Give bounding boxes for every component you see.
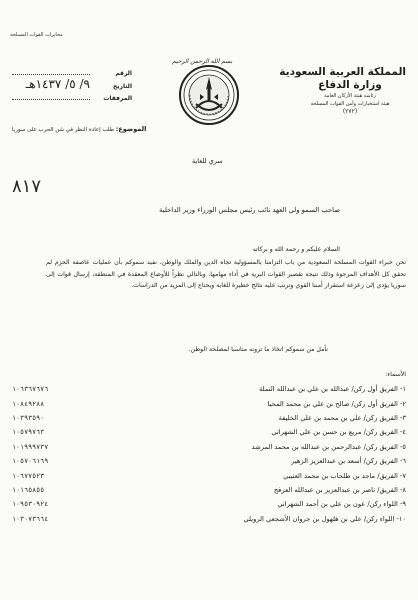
number-value bbox=[12, 67, 90, 75]
date-row bbox=[12, 79, 132, 92]
list-item bbox=[12, 411, 406, 425]
officer-name: ١٠- اللواء ركن/ علي بن هلهول بن جروان الأشجعي الرويلي bbox=[243, 514, 406, 523]
officer-name: ٧- الفريق/ ماجد بن طلحاب بن محمد العتيبي bbox=[283, 471, 406, 480]
officer-name: ٥- الفريق ركن/ عبدالرحمن بن عبدالله بن محمد المرشد bbox=[251, 442, 406, 451]
date-label: التاريخ bbox=[112, 83, 132, 90]
greeting: السلام عليكم و رحمة الله و بركاته bbox=[252, 246, 340, 253]
list-item bbox=[12, 468, 406, 482]
general-staff: رئاسة هيئة الأركان العامة bbox=[324, 93, 376, 99]
list-item bbox=[12, 425, 406, 439]
officer-name: ٢- الفريق أول ركن/ صالح بن علي بن محمد المحيا bbox=[267, 399, 406, 408]
officer-name: ٦- الفريق ركن/ أسعد بن عبدالعزيز الزهير bbox=[291, 457, 406, 466]
officer-number: ١٠١٦٥٨٥٥ bbox=[12, 485, 45, 494]
classification-label: سري للغاية bbox=[192, 157, 223, 165]
handwritten-number: ٨١٧ bbox=[12, 176, 42, 197]
date-value: ٩/ ٥/ ١٤٣٧هـ bbox=[25, 77, 90, 91]
officer-number: ١٠٥٧٩٧٦٣ bbox=[12, 428, 45, 437]
names-title: الأسماء: bbox=[385, 371, 406, 378]
officer-number: ١٠٥٧٠٦١٦٩ bbox=[12, 457, 49, 466]
list-item bbox=[12, 512, 406, 526]
names-list bbox=[12, 382, 406, 526]
officer-number: ١٠٦٧٧٥٢٣ bbox=[12, 471, 45, 480]
request-line: نأمل من سموكم اتخاذ ما ترونه مناسبا لمصلحة الوطن. bbox=[188, 346, 328, 353]
officer-number: ١٠١٩٩٩٧٣٧ bbox=[12, 442, 49, 451]
officer-name: ٤- الفريق ركن/ مريع بن حسن بن علي الشهراني bbox=[271, 428, 406, 437]
list-item bbox=[12, 483, 406, 497]
bismillah: بسم الله الرحمن الرحيم bbox=[172, 58, 233, 65]
officer-name: ٩- اللواء ركن/ عون بن علي بن أحمد الشهراني bbox=[277, 500, 406, 509]
list-item bbox=[12, 454, 406, 468]
officer-number: ١٠٩٥٣٠٩٢٤ bbox=[12, 500, 49, 509]
ministry-name: وزارة الدفاع bbox=[318, 79, 382, 91]
attachments-value bbox=[12, 92, 90, 100]
attachments-row bbox=[12, 92, 132, 104]
officer-number: ١٠٨٤٩٢٨٨ bbox=[12, 399, 45, 408]
ministry-emblem-icon bbox=[178, 64, 240, 126]
attachments-label: المرفقات bbox=[103, 95, 132, 102]
list-item bbox=[12, 440, 406, 454]
issuer-block bbox=[279, 66, 406, 116]
subject-label: الموضوع: bbox=[115, 125, 147, 133]
top-note: مخابرات القوات المسلحة bbox=[10, 32, 63, 38]
reference-block bbox=[12, 67, 132, 104]
body-paragraph: نحن خبراء القوات المسلحة السعودية من باب التزامنا بالمسؤولية تجاه الدين والملك والوطن، نفيد سموكم بأن عمليات عاصفة الحزم لم تحقق كل الأهداف المرجوة وذلك نتيجة تقصير القوات البرية في أداء مهامها، وبالتالي نظراً للأوضاع المعقدة في المنطقة، إرسال قوات إلى سوريا يؤدي إلى زعزعة استقرار أمننا القوي وترتب عليه نتائج خطيرة للغاية ويحتاج إلى المزيد من الدراسات. bbox=[46, 259, 406, 289]
subject-line bbox=[12, 125, 146, 133]
list-item bbox=[12, 396, 406, 410]
issuer-code: (٢٧٢) bbox=[342, 108, 358, 115]
addressee: صاحب السمو ولي العهد نائب رئيس مجلس الوزراء وزير الداخلية bbox=[159, 206, 340, 214]
officer-name: ٨- الفريق/ ناصر بن عبدالعزيز بن عبدالله العرفج bbox=[273, 485, 406, 494]
officer-number: ١٠٣٩٣٥٩٠ bbox=[12, 413, 45, 422]
officer-number: ١٠٦٣٦٧٦٧٦ bbox=[12, 385, 49, 394]
officer-name: ١- الفريق أول ركن/ عبدالله بن علي بن عبدالله النملة bbox=[259, 385, 406, 394]
country-name: المملكة العربية السعودية bbox=[279, 66, 406, 78]
list-item bbox=[12, 382, 406, 396]
subject-text: طلب إعادة النظر في شن الحرب على سوريا bbox=[12, 127, 115, 133]
number-label: الرقم bbox=[115, 70, 132, 77]
officer-name: ٣- الفريق ركن/ علي بن محمد بن علي الخليفة bbox=[278, 413, 406, 422]
intelligence-authority: هيئة استخبارات وأمن القوات المسلحة bbox=[310, 101, 390, 107]
officer-number: ١٠٣٠٧٣٦٦٤ bbox=[12, 514, 49, 523]
list-item bbox=[12, 497, 406, 511]
